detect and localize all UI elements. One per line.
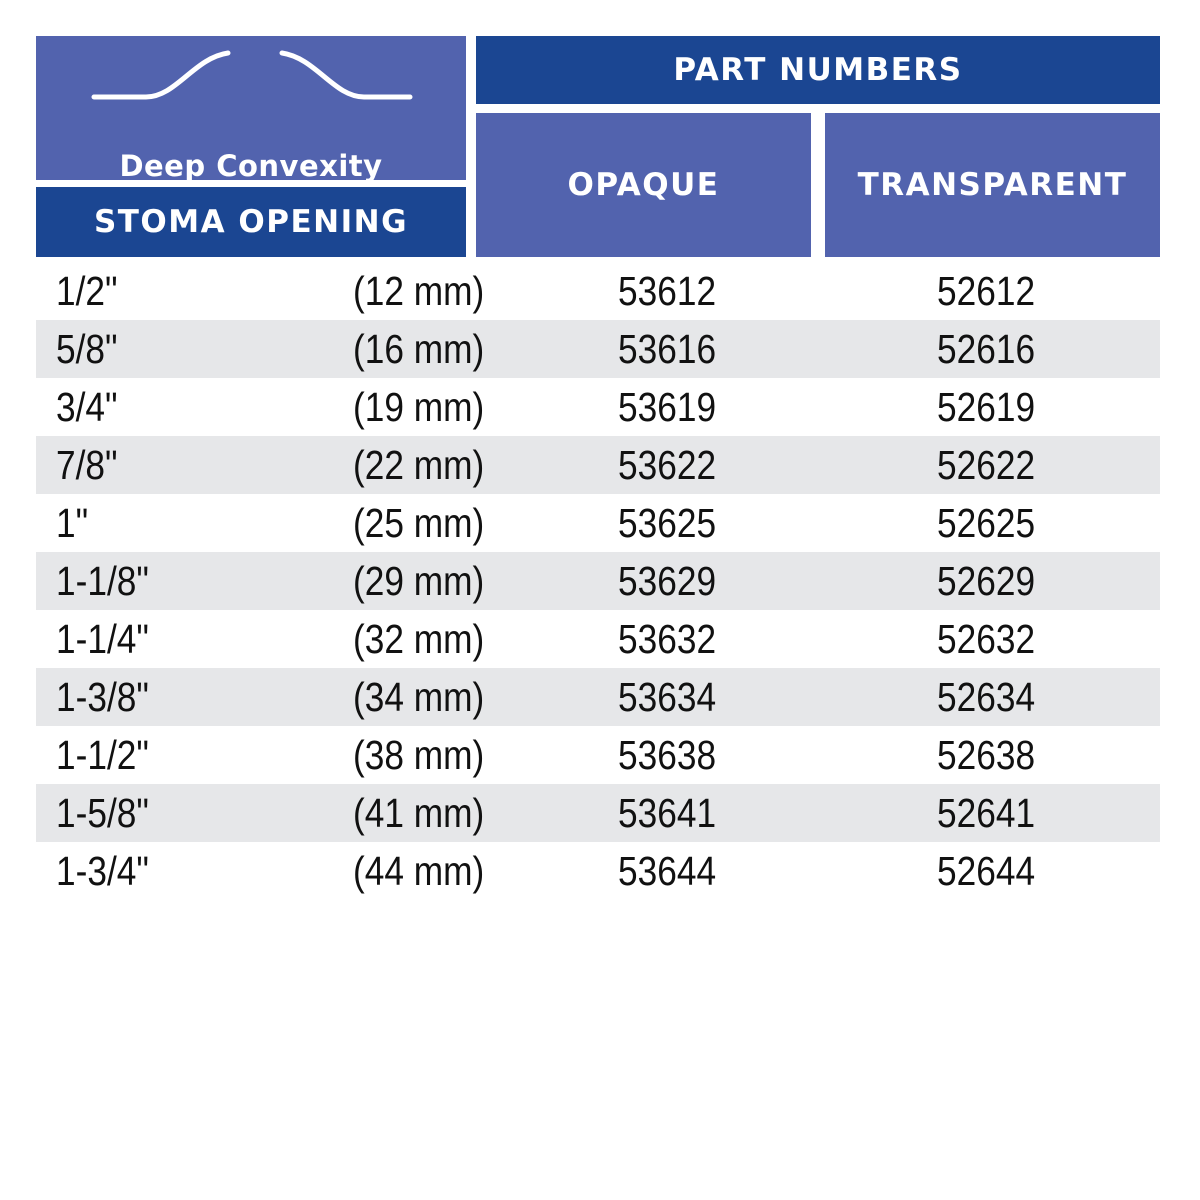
transparent-part-number: 52629 xyxy=(937,558,1036,604)
table-row xyxy=(36,436,1160,494)
opaque-part-number: 53625 xyxy=(618,500,717,546)
table-row xyxy=(36,842,1160,900)
table-row xyxy=(36,784,1160,842)
transparent-part-number: 52638 xyxy=(937,732,1036,778)
stoma-size-mm: (16 mm) xyxy=(353,326,485,372)
transparent-part-number: 52634 xyxy=(937,674,1036,720)
opaque-part-number: 53622 xyxy=(618,442,717,488)
opaque-part-number: 53641 xyxy=(618,790,717,836)
opaque-part-number: 53619 xyxy=(618,384,717,430)
stoma-size-mm: (32 mm) xyxy=(353,616,485,662)
part-number-table xyxy=(36,262,1160,900)
stoma-size-mm: (34 mm) xyxy=(353,674,485,720)
stoma-size-inch: 1/2" xyxy=(56,268,118,314)
stoma-size-mm: (41 mm) xyxy=(353,790,485,836)
transparent-part-number: 52619 xyxy=(937,384,1036,430)
transparent-part-number: 52641 xyxy=(937,790,1036,836)
table-row xyxy=(36,668,1160,726)
stoma-size-inch: 3/4" xyxy=(56,384,118,430)
stoma-size-mm: (19 mm) xyxy=(353,384,485,430)
opaque-part-number: 53644 xyxy=(618,848,717,894)
deep-convexity-header xyxy=(36,36,466,183)
opaque-part-number: 53632 xyxy=(618,616,717,662)
opaque-part-number: 53638 xyxy=(618,732,717,778)
opaque-part-number: 53616 xyxy=(618,326,717,372)
stoma-size-inch: 1-5/8" xyxy=(56,790,149,836)
stoma-size-inch: 1-1/8" xyxy=(56,558,149,604)
stoma-size-inch: 5/8" xyxy=(56,326,118,372)
transparent-part-number: 52625 xyxy=(937,500,1036,546)
table-row xyxy=(36,610,1160,668)
convexity-label: Deep Convexity xyxy=(119,149,383,183)
table-row xyxy=(36,378,1160,436)
transparent-part-number: 52644 xyxy=(937,848,1036,894)
table-row xyxy=(36,262,1160,320)
transparent-column-header: TRANSPARENT xyxy=(825,113,1160,257)
stoma-size-mm: (22 mm) xyxy=(353,442,485,488)
stoma-size-inch: 1-3/4" xyxy=(56,848,149,894)
stoma-size-mm: (29 mm) xyxy=(353,558,485,604)
table-row xyxy=(36,320,1160,378)
stoma-size-inch: 1" xyxy=(56,500,89,546)
stoma-size-mm: (25 mm) xyxy=(353,500,485,546)
table-row xyxy=(36,726,1160,784)
opaque-part-number: 53634 xyxy=(618,674,717,720)
transparent-part-number: 52622 xyxy=(937,442,1036,488)
opaque-part-number: 53612 xyxy=(618,268,717,314)
stoma-size-inch: 1-1/4" xyxy=(56,616,149,662)
stoma-size-mm: (12 mm) xyxy=(353,268,485,314)
stoma-size-mm: (38 mm) xyxy=(353,732,485,778)
stoma-size-mm: (44 mm) xyxy=(353,848,485,894)
transparent-part-number: 52632 xyxy=(937,616,1036,662)
part-numbers-header: PART NUMBERS xyxy=(476,36,1160,104)
opaque-column-header: OPAQUE xyxy=(476,113,811,257)
transparent-part-number: 52616 xyxy=(937,326,1036,372)
stoma-size-inch: 7/8" xyxy=(56,442,118,488)
stoma-size-inch: 1-1/2" xyxy=(56,732,149,778)
opaque-part-number: 53629 xyxy=(618,558,717,604)
table-row xyxy=(36,494,1160,552)
stoma-size-inch: 1-3/8" xyxy=(56,674,149,720)
transparent-part-number: 52612 xyxy=(937,268,1036,314)
stoma-opening-header: STOMA OPENING xyxy=(36,187,466,257)
table-row xyxy=(36,552,1160,610)
